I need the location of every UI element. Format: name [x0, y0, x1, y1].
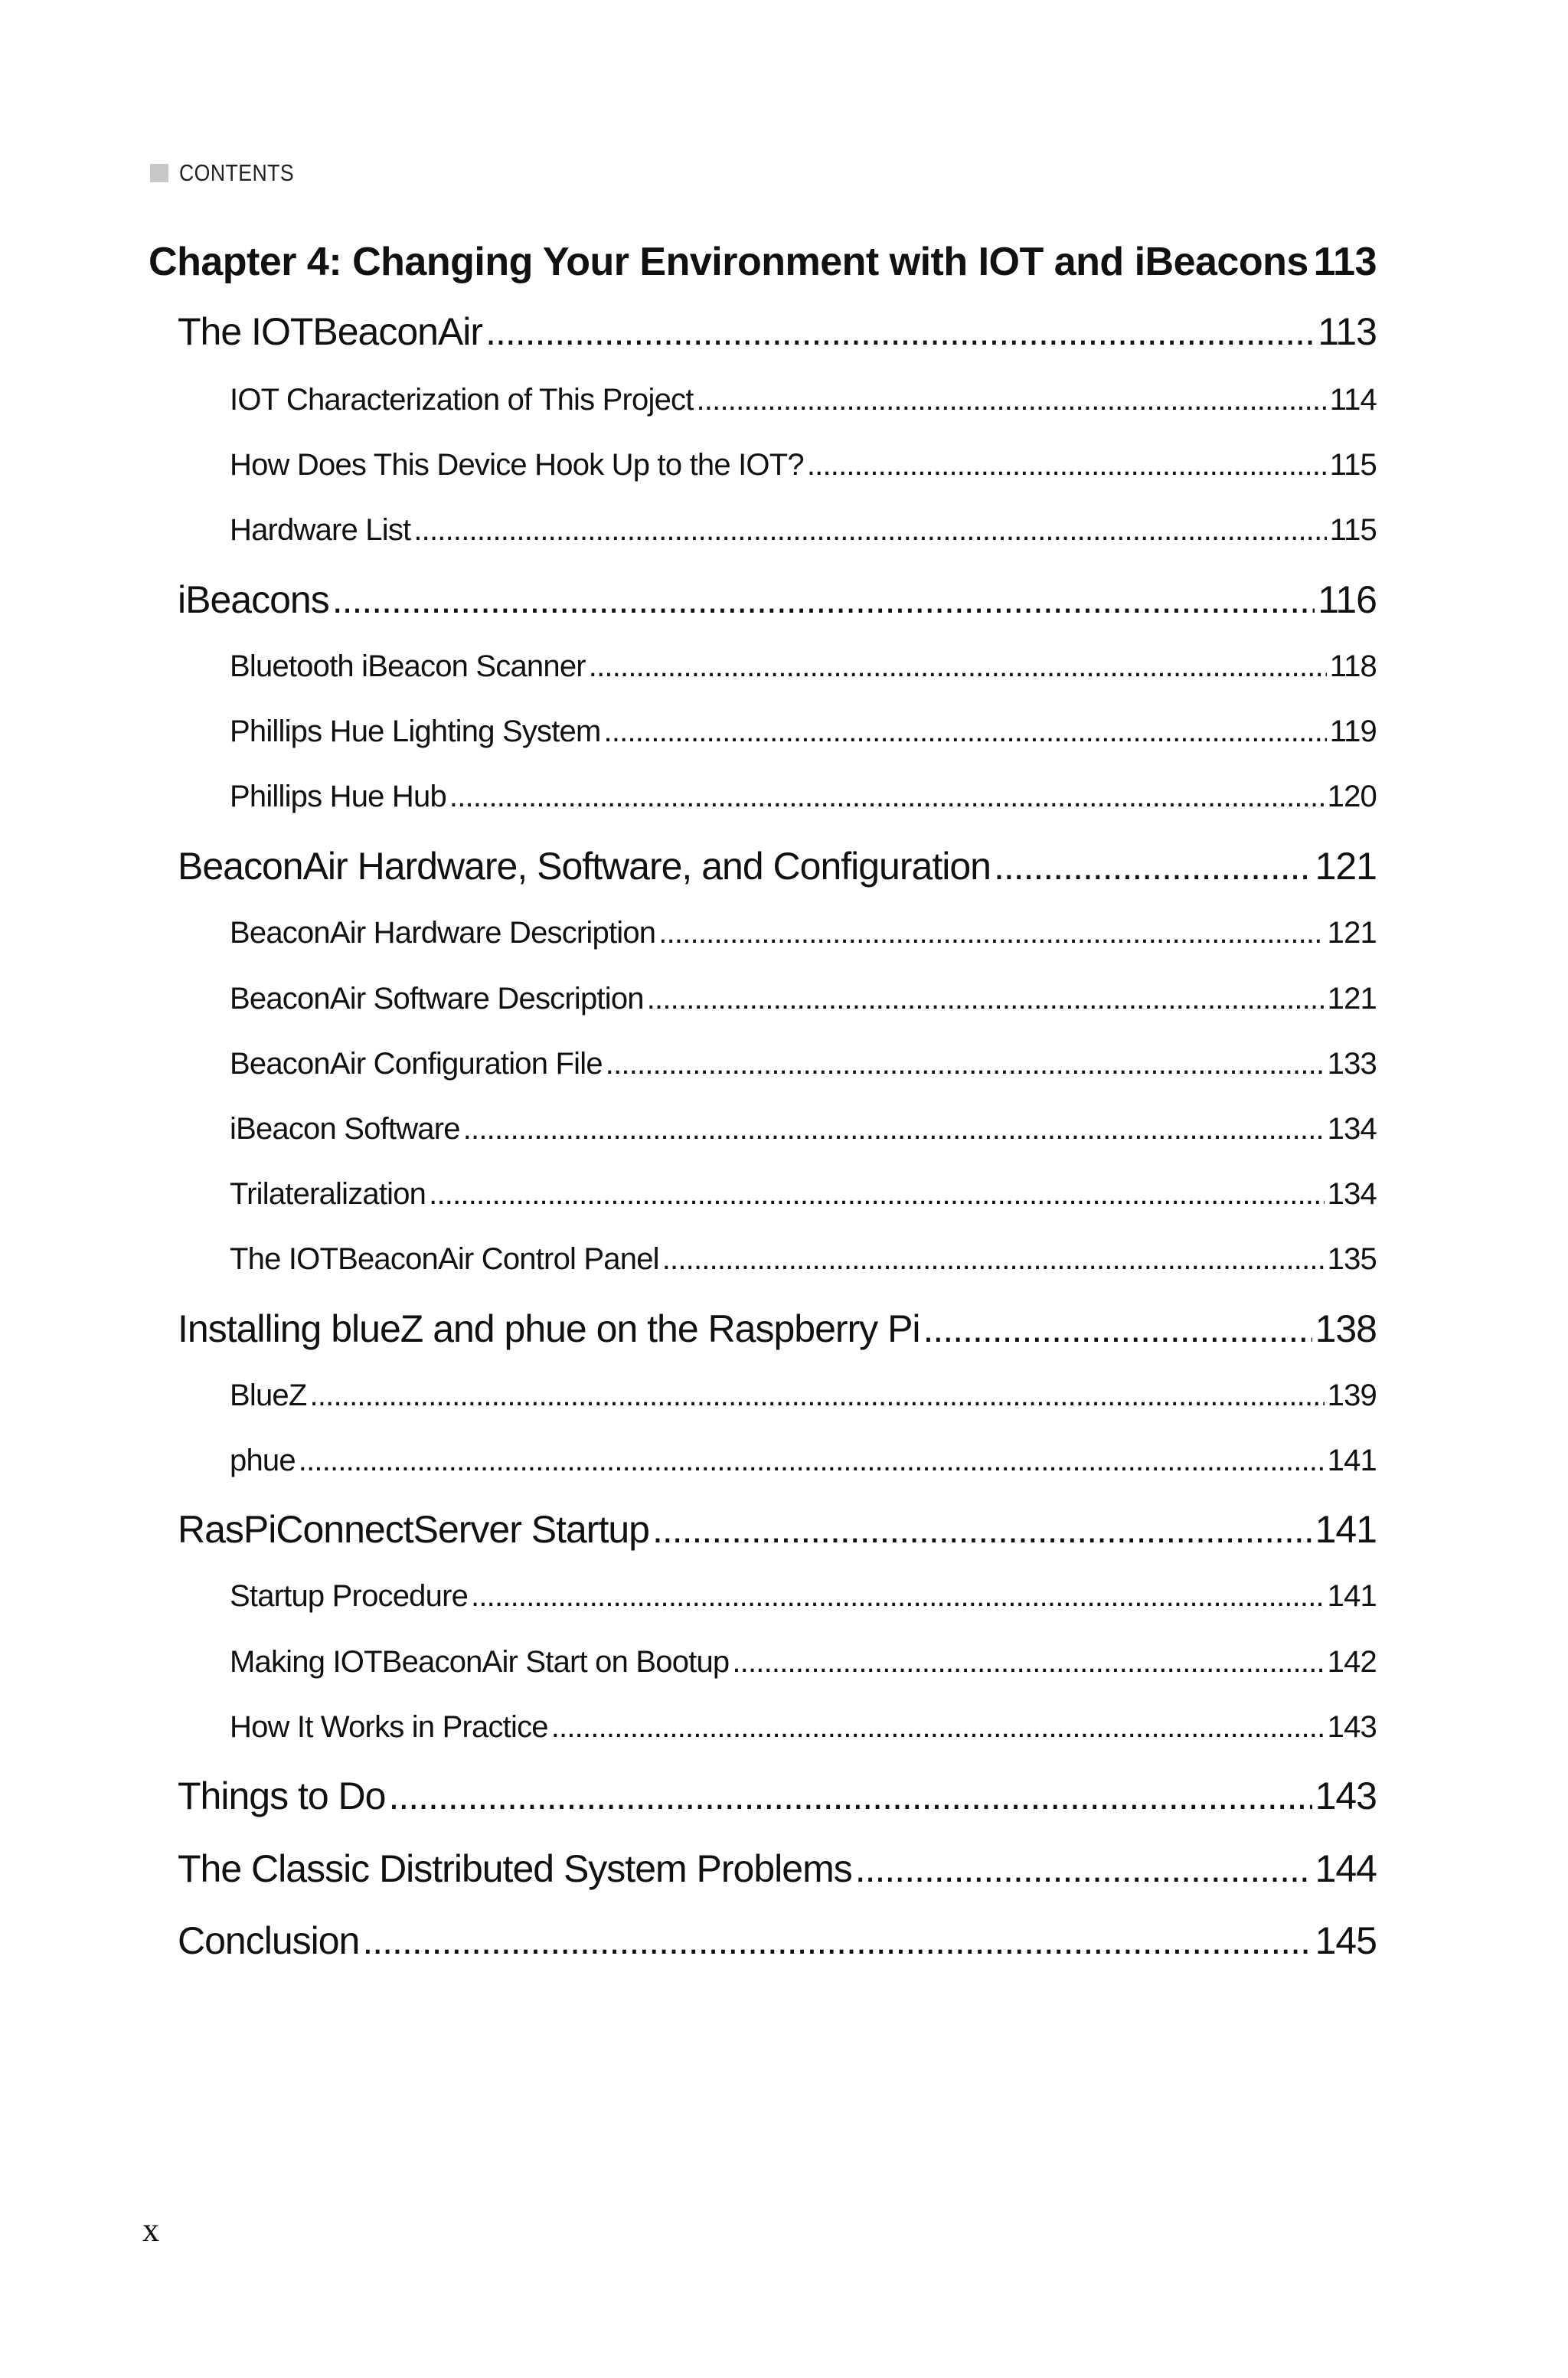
toc-subentry[interactable]: [230, 513, 1377, 556]
toc-entry-title: BeaconAir Hardware, Software, and Configuration: [178, 845, 991, 888]
leader-dots: [652, 1507, 1312, 1552]
leader-dots: [732, 1645, 1324, 1680]
toc-subentry[interactable]: [230, 1112, 1377, 1155]
leader-dots: [604, 715, 1327, 749]
leader-dots: [1310, 239, 1312, 285]
toc-entry-title: BlueZ: [230, 1379, 307, 1412]
toc-entry-page: 143: [1315, 1775, 1377, 1817]
toc-entry-page: 121: [1315, 845, 1377, 888]
toc-entry-page: 141: [1327, 1579, 1377, 1613]
toc-entry-page: 144: [1315, 1847, 1377, 1890]
toc-entry-page: 118: [1329, 649, 1377, 683]
toc-entry[interactable]: [178, 309, 1377, 360]
toc-entry-page: 142: [1327, 1645, 1377, 1679]
toc-entry[interactable]: [178, 1846, 1377, 1897]
toc-entry-page: 138: [1315, 1307, 1377, 1350]
leader-dots: [551, 1710, 1325, 1745]
toc-entry-page: 119: [1329, 715, 1377, 748]
leader-dots: [855, 1846, 1312, 1891]
chapter-title: Chapter 4: Changing Your Environment with IOT and iBeacons: [149, 240, 1308, 284]
toc-subentry[interactable]: [230, 448, 1377, 491]
toc-entry-title: phue: [230, 1444, 296, 1477]
toc-entry-title: Bluetooth iBeacon Scanner: [230, 649, 586, 683]
toc-entry-title: How It Works in Practice: [230, 1710, 548, 1744]
toc-subentry[interactable]: [230, 916, 1377, 959]
toc-subentry[interactable]: [230, 780, 1377, 823]
toc-entry-title: Startup Procedure: [230, 1579, 469, 1613]
running-head-text: CONTENTS: [179, 159, 295, 186]
toc-entry-page: 121: [1327, 916, 1377, 950]
toc-entry-page: 114: [1329, 383, 1377, 417]
toc-entry[interactable]: [178, 1918, 1377, 1969]
toc-entry[interactable]: [178, 844, 1377, 895]
toc-entry-page: 121: [1327, 982, 1377, 1016]
toc-entry-page: 143: [1327, 1710, 1377, 1744]
toc-entry[interactable]: [178, 1774, 1377, 1824]
toc-entry-title: Conclusion: [178, 1919, 360, 1962]
chapter-page-number: 113: [1313, 240, 1377, 284]
toc-entry-title: How Does This Device Hook Up to the IOT?: [230, 448, 804, 482]
leader-dots: [413, 513, 1326, 548]
toc-subentry[interactable]: [230, 1444, 1377, 1487]
leader-dots: [463, 1112, 1325, 1146]
leader-dots: [471, 1579, 1325, 1614]
toc-subentry[interactable]: [230, 383, 1377, 426]
toc-entry-title: Things to Do: [178, 1775, 386, 1817]
toc-entry-title: The IOTBeaconAir: [178, 310, 483, 353]
toc-entry[interactable]: [178, 577, 1377, 628]
toc-subentry[interactable]: [230, 1645, 1377, 1688]
toc-entry-page: 135: [1327, 1242, 1377, 1276]
leader-dots: [310, 1379, 1325, 1413]
leader-dots: [388, 1774, 1312, 1818]
toc-entry-page: 113: [1318, 310, 1377, 353]
leader-dots: [647, 982, 1325, 1016]
toc-subentry[interactable]: [230, 1242, 1377, 1285]
leader-dots: [429, 1177, 1325, 1212]
leader-dots: [299, 1444, 1325, 1478]
toc-subentry[interactable]: [230, 649, 1377, 692]
toc-entry-page: 145: [1315, 1919, 1377, 1962]
toc-entry-title: Hardware List: [230, 513, 411, 547]
toc-entry-page: 139: [1327, 1379, 1377, 1412]
toc-entry-title: iBeacons: [178, 578, 329, 621]
toc-entry[interactable]: [178, 1307, 1377, 1357]
toc-entry-title: BeaconAir Configuration File: [230, 1047, 603, 1081]
toc-entry-page: 120: [1327, 780, 1377, 813]
toc-entry-page: 116: [1318, 578, 1377, 621]
leader-dots: [362, 1918, 1312, 1963]
leader-dots: [807, 448, 1327, 482]
leader-dots: [662, 1242, 1325, 1277]
toc-entry-page: 115: [1329, 448, 1377, 482]
toc-subentry[interactable]: [230, 982, 1377, 1025]
toc-entry-title: Phillips Hue Lighting System: [230, 715, 601, 748]
running-header: [150, 158, 313, 188]
toc-chapter-entry[interactable]: [145, 239, 1377, 293]
leader-dots: [332, 577, 1315, 622]
toc-subentry[interactable]: [230, 1047, 1377, 1090]
toc-entry-title: Phillips Hue Hub: [230, 780, 446, 813]
toc-entry-page: 141: [1327, 1444, 1377, 1477]
leader-dots: [994, 844, 1312, 888]
toc-entry-title: BeaconAir Hardware Description: [230, 916, 656, 950]
toc-entry-title: IOT Characterization of This Project: [230, 383, 694, 417]
toc-subentry[interactable]: [230, 1379, 1377, 1421]
toc-entry-page: 133: [1327, 1047, 1377, 1081]
toc-entry-page: 115: [1329, 513, 1377, 547]
header-square-icon: [150, 164, 168, 182]
toc-entry-title: iBeacon Software: [230, 1112, 460, 1146]
leader-dots: [589, 649, 1327, 684]
toc-subentry[interactable]: [230, 715, 1377, 757]
toc-entry-title: BeaconAir Software Description: [230, 982, 644, 1016]
leader-dots: [697, 383, 1327, 417]
toc-entry-page: 134: [1327, 1177, 1377, 1211]
toc-entry-title: Trilateralization: [230, 1177, 426, 1211]
leader-dots: [923, 1307, 1312, 1351]
toc-entry-page: 141: [1315, 1508, 1377, 1551]
toc-entry-title: The IOTBeaconAir Control Panel: [230, 1242, 659, 1276]
toc-entry-title: Installing blueZ and phue on the Raspberry Pi: [178, 1307, 920, 1350]
toc-entry-page: 134: [1327, 1112, 1377, 1146]
toc-entry-title: Making IOTBeaconAir Start on Bootup: [230, 1645, 730, 1679]
leader-dots: [606, 1047, 1325, 1081]
leader-dots: [449, 780, 1325, 814]
toc-entry-title: The Classic Distributed System Problems: [178, 1847, 852, 1890]
page-folio: x: [142, 2211, 159, 2249]
leader-dots: [485, 309, 1315, 354]
toc-subentry[interactable]: [230, 1579, 1377, 1622]
toc-subentry[interactable]: [230, 1710, 1377, 1753]
toc-subentry[interactable]: [230, 1177, 1377, 1220]
leader-dots: [658, 916, 1324, 950]
toc-entry[interactable]: [178, 1507, 1377, 1558]
toc-entry-title: RasPiConnectServer Startup: [178, 1508, 649, 1551]
